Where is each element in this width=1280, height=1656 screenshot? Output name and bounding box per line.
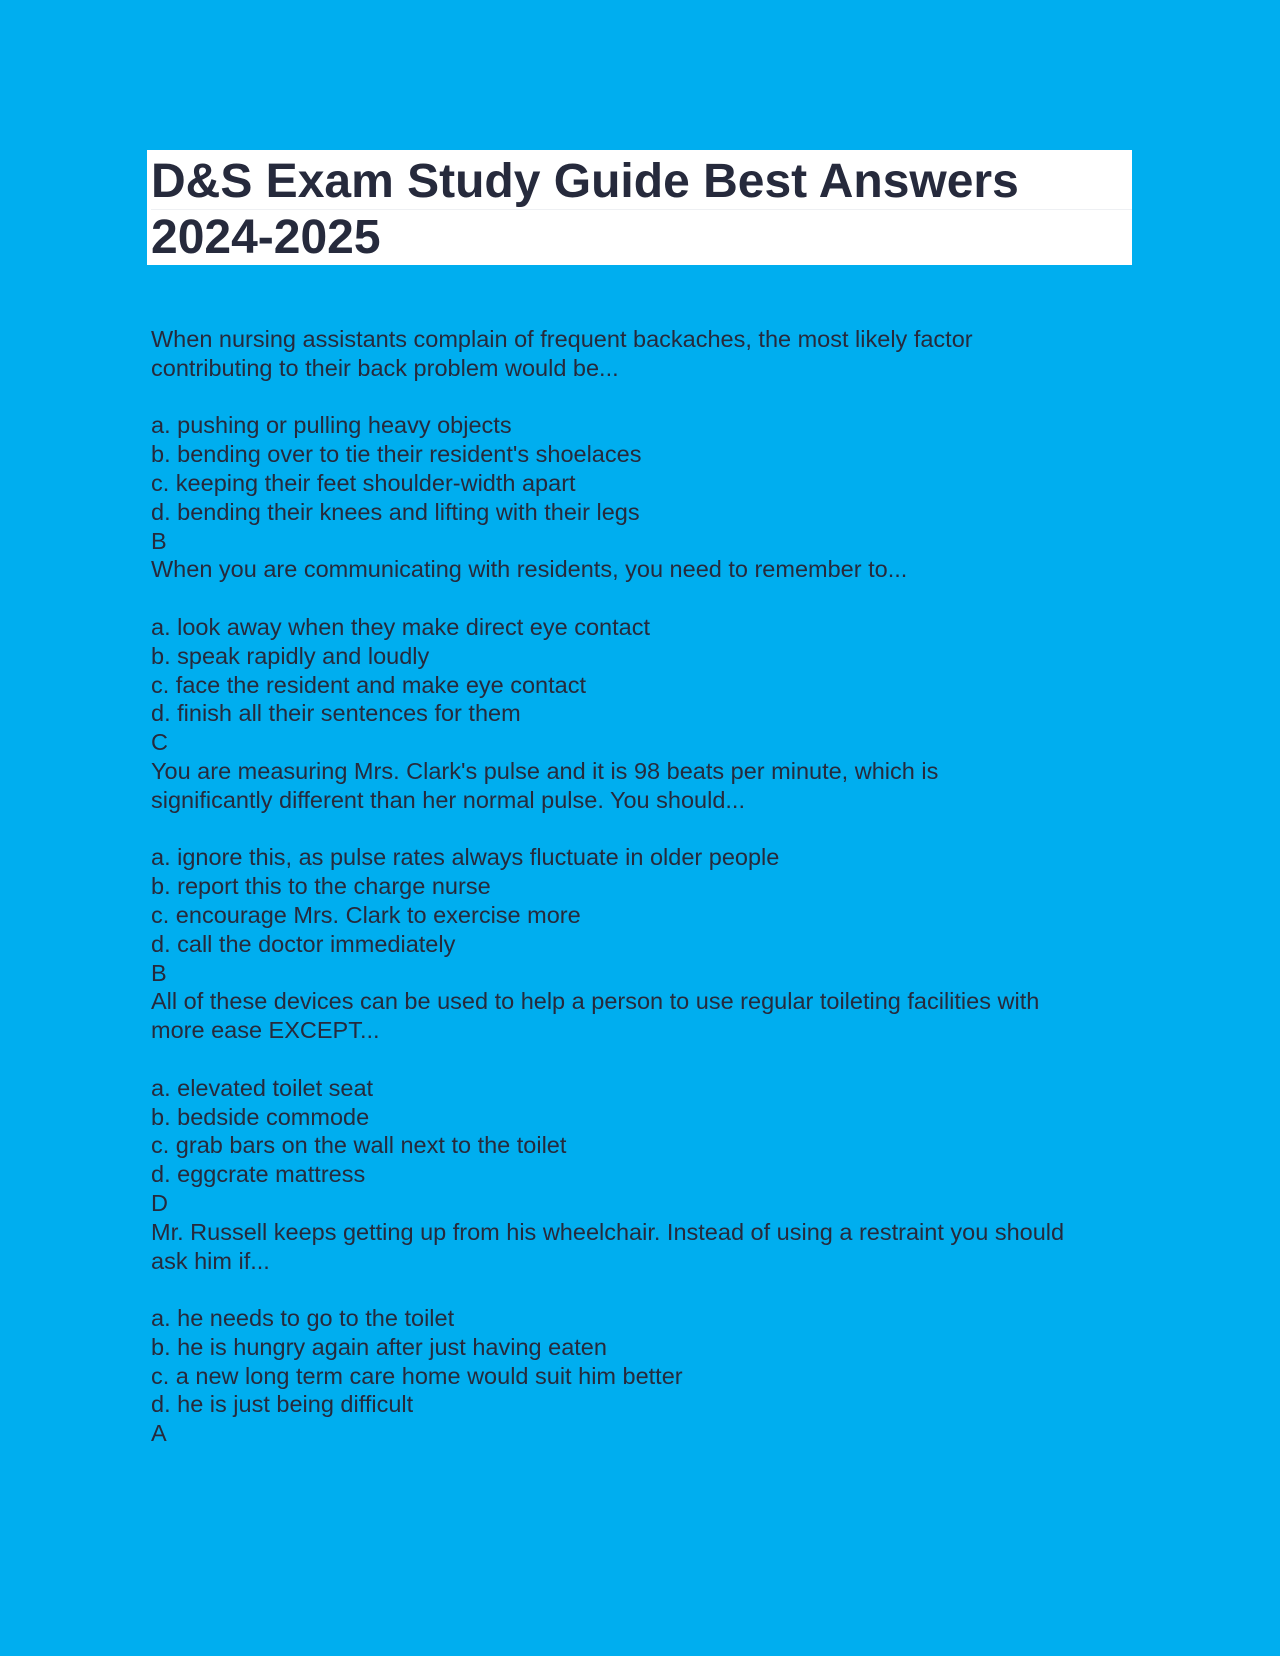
answer-option: a. ignore this, as pulse rates always fluctuate in older people [151, 844, 780, 871]
answer-option: a. pushing or pulling heavy objects [151, 412, 512, 439]
question-prompt-line: When nursing assistants complain of frequent backaches, the most likely factor [151, 326, 973, 352]
answer-option: c. a new long term care home would suit him better [151, 1362, 683, 1389]
question-prompt-line: You are measuring Mrs. Clark's pulse and it is 98 beats per minute, which is [151, 757, 939, 784]
answer-option: d. eggcrate mattress [151, 1161, 366, 1188]
answer-option: b. bedside commode [151, 1103, 370, 1130]
blank-line [151, 584, 1141, 613]
document-title-line-1: D&S Exam Study Guide Best Answers [151, 154, 1132, 210]
question-prompt-line: Mr. Russell keeps getting up from his wheelchair. Instead of using a restraint you should [151, 1218, 1065, 1245]
correct-answer: B [151, 959, 167, 986]
correct-answer: C [151, 729, 168, 756]
answer-option: d. bending their knees and lifting with their legs [151, 498, 640, 525]
answer-option: c. keeping their feet shoulder-width apart [151, 469, 576, 496]
correct-answer: A [151, 1420, 167, 1447]
question-prompt-line: contributing to their back problem would be... [151, 354, 619, 381]
question-block [151, 757, 1141, 987]
question-block [151, 1218, 1141, 1448]
answer-option: c. encourage Mrs. Clark to exercise more [151, 901, 581, 928]
answer-option: b. speak rapidly and loudly [151, 642, 430, 669]
question-block [151, 555, 1141, 757]
question-prompt-line: When you are communicating with residents, you need to remember to... [151, 556, 908, 583]
answer-option: b. he is hungry again after just having eaten [151, 1333, 607, 1360]
answer-option: c. face the resident and make eye contact [151, 671, 587, 698]
answer-option: c. grab bars on the wall next to the toilet [151, 1132, 567, 1159]
answer-option: b. report this to the charge nurse [151, 873, 491, 900]
answer-option: a. elevated toilet seat [151, 1074, 374, 1101]
correct-answer: B [151, 527, 167, 554]
blank-line [151, 1275, 1141, 1304]
answer-option: a. look away when they make direct eye contact [151, 613, 650, 640]
questions-list [151, 325, 1141, 1448]
question-prompt-line: ask him if... [151, 1247, 270, 1274]
answer-option: d. finish all their sentences for them [151, 700, 521, 727]
answer-option: d. call the doctor immediately [151, 930, 456, 957]
question-prompt-line: All of these devices can be used to help a person to use regular toileting facilities with [151, 988, 1040, 1015]
question-block [151, 325, 1141, 555]
blank-line [151, 383, 1141, 412]
blank-line [151, 815, 1141, 844]
blank-line [151, 1045, 1141, 1074]
question-prompt-line: more ease EXCEPT... [151, 1017, 380, 1044]
question-block [151, 987, 1141, 1217]
question-prompt-line: significantly different than her normal pulse. You should... [151, 786, 745, 813]
answer-option: a. he needs to go to the toilet [151, 1305, 455, 1332]
title-box [147, 150, 1132, 265]
answer-option: b. bending over to tie their resident's shoelaces [151, 441, 642, 468]
answer-option: d. he is just being difficult [151, 1391, 414, 1418]
document-title-line-2: 2024-2025 [151, 211, 381, 264]
correct-answer: D [151, 1189, 168, 1216]
